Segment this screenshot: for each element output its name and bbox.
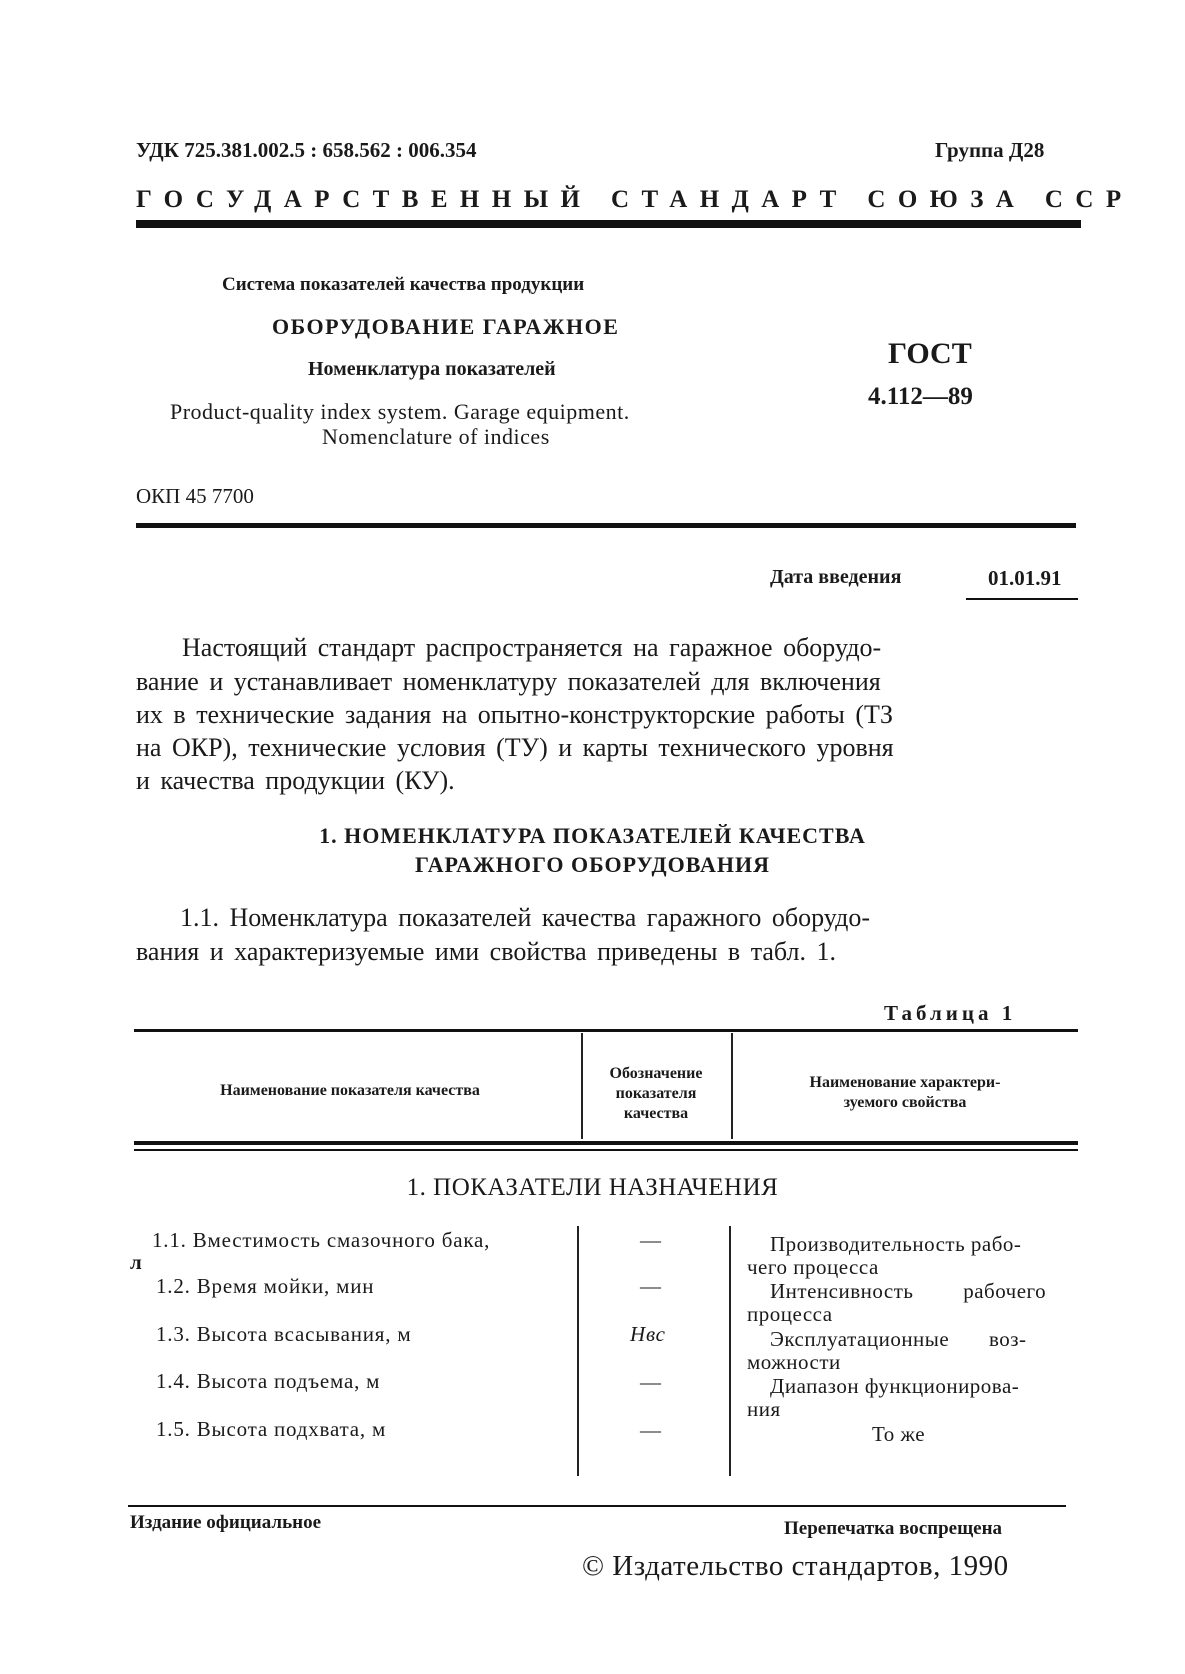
table-row-name: 1.2. Время мойки, мин xyxy=(156,1274,375,1298)
udk-code: УДК 725.381.002.5 : 658.562 : 006.354 xyxy=(136,138,477,162)
intro-line-5: и качества продукции (КУ). xyxy=(136,766,455,795)
table-row-property: Эксплуатационные воз- xyxy=(770,1327,1027,1351)
intro-line-2: вание и устанавливает номенклатуру показателей для включения xyxy=(136,667,881,696)
column-header-name: Наименование показателя качества xyxy=(220,1082,480,1099)
group-heading: 1. ПОКАЗАТЕЛИ НАЗНАЧЕНИЯ xyxy=(406,1174,779,1201)
title-rule xyxy=(136,523,1076,528)
intro-line-1: Настоящий стандарт распространяется на гаражное оборудо- xyxy=(182,633,882,662)
table-row-property: То же xyxy=(872,1422,926,1446)
okp-code: ОКП 45 7700 xyxy=(136,484,254,508)
table-body-divider-1 xyxy=(577,1226,579,1476)
english-title-line2: Nomenclature of indices xyxy=(322,424,550,449)
table-row-symbol: — xyxy=(640,1418,662,1442)
copyright: © Издательство стандартов, 1990 xyxy=(582,1550,1009,1582)
english-title-line1: Product-quality index system. Garage equipment. xyxy=(170,399,630,424)
table-top-rule xyxy=(134,1029,1078,1032)
table-row-symbol: — xyxy=(640,1370,662,1394)
table-header-rule xyxy=(134,1141,1078,1145)
section-para-line1: 1.1. Номенклатура показателей качества гаражного оборудо- xyxy=(180,903,871,932)
column-header-property-l1: Наименование характери- xyxy=(809,1074,1001,1091)
gost-label: ГОСТ xyxy=(888,337,972,370)
table-row-property: Производительность рабо- xyxy=(770,1232,1022,1256)
table-header-divider-2 xyxy=(731,1033,733,1139)
table-row-name-cont: л xyxy=(130,1250,143,1274)
reprint-prohibited: Перепечатка воспрещена xyxy=(784,1518,1003,1539)
date-label: Дата введения xyxy=(770,566,902,588)
document-title: ОБОРУДОВАНИЕ ГАРАЖНОЕ xyxy=(272,314,620,339)
table-row-property-cont: процесса xyxy=(747,1302,833,1326)
table-row-property: Диапазон функционирова- xyxy=(770,1374,1020,1398)
date-underline xyxy=(966,598,1078,600)
table-row-property-cont: ния xyxy=(747,1397,781,1421)
section-para-line2: вания и характеризуемые ими свойства приведены в табл. 1. xyxy=(136,937,836,966)
table-row-symbol: — xyxy=(640,1274,662,1298)
state-standard-heading: ГОСУДАРСТВЕННЫЙ СТАНДАРТ СОЮЗА ССР xyxy=(136,186,1134,213)
table-row-symbol: — xyxy=(640,1228,662,1252)
table-row-property-cont: можности xyxy=(747,1350,841,1374)
date-value: 01.01.91 xyxy=(988,566,1062,590)
section-title-line2: ГАРАЖНОГО ОБОРУДОВАНИЯ xyxy=(414,852,770,877)
table-body-divider-2 xyxy=(729,1226,731,1476)
column-header-symbol-l1: Обозначение xyxy=(609,1065,703,1082)
header-rule xyxy=(136,220,1081,228)
column-header-symbol-l2: показателя xyxy=(615,1085,697,1102)
gost-number: 4.112—89 xyxy=(868,383,973,410)
column-header-property-l2: зуемого свойства xyxy=(843,1094,967,1111)
intro-line-4: на ОКР), технические условия (ТУ) и карты технического уровня xyxy=(136,733,894,762)
table-header-rule-2 xyxy=(134,1149,1078,1151)
system-name: Система показателей качества продукции xyxy=(222,274,585,295)
intro-line-3: их в технические задания на опытно-конструкторские работы (ТЗ xyxy=(136,700,893,729)
table-row-name: 1.3. Высота всасывания, м xyxy=(156,1322,412,1346)
group-code: Группа Д28 xyxy=(935,138,1045,162)
table-row-property-cont: чего процесса xyxy=(747,1255,879,1279)
column-header-symbol-l3: качества xyxy=(623,1105,689,1122)
table-label: Таблица 1 xyxy=(884,1001,1017,1025)
table-row-name: 1.5. Высота подхвата, м xyxy=(156,1417,387,1441)
table-row-name: 1.4. Высота подъема, м xyxy=(156,1369,381,1393)
official-edition: Издание официальное xyxy=(130,1512,322,1533)
document-subtitle: Номенклатура показателей xyxy=(308,358,556,380)
section-title-line1: 1. НОМЕНКЛАТУРА ПОКАЗАТЕЛЕЙ КАЧЕСТВА xyxy=(319,823,866,848)
table-row-symbol: Hвс xyxy=(630,1322,666,1346)
footer-rule xyxy=(128,1505,1066,1507)
table-row-property: Интенсивность рабочего xyxy=(770,1279,1047,1303)
table-row-name: 1.1. Вместимость смазочного бака, xyxy=(152,1228,491,1252)
